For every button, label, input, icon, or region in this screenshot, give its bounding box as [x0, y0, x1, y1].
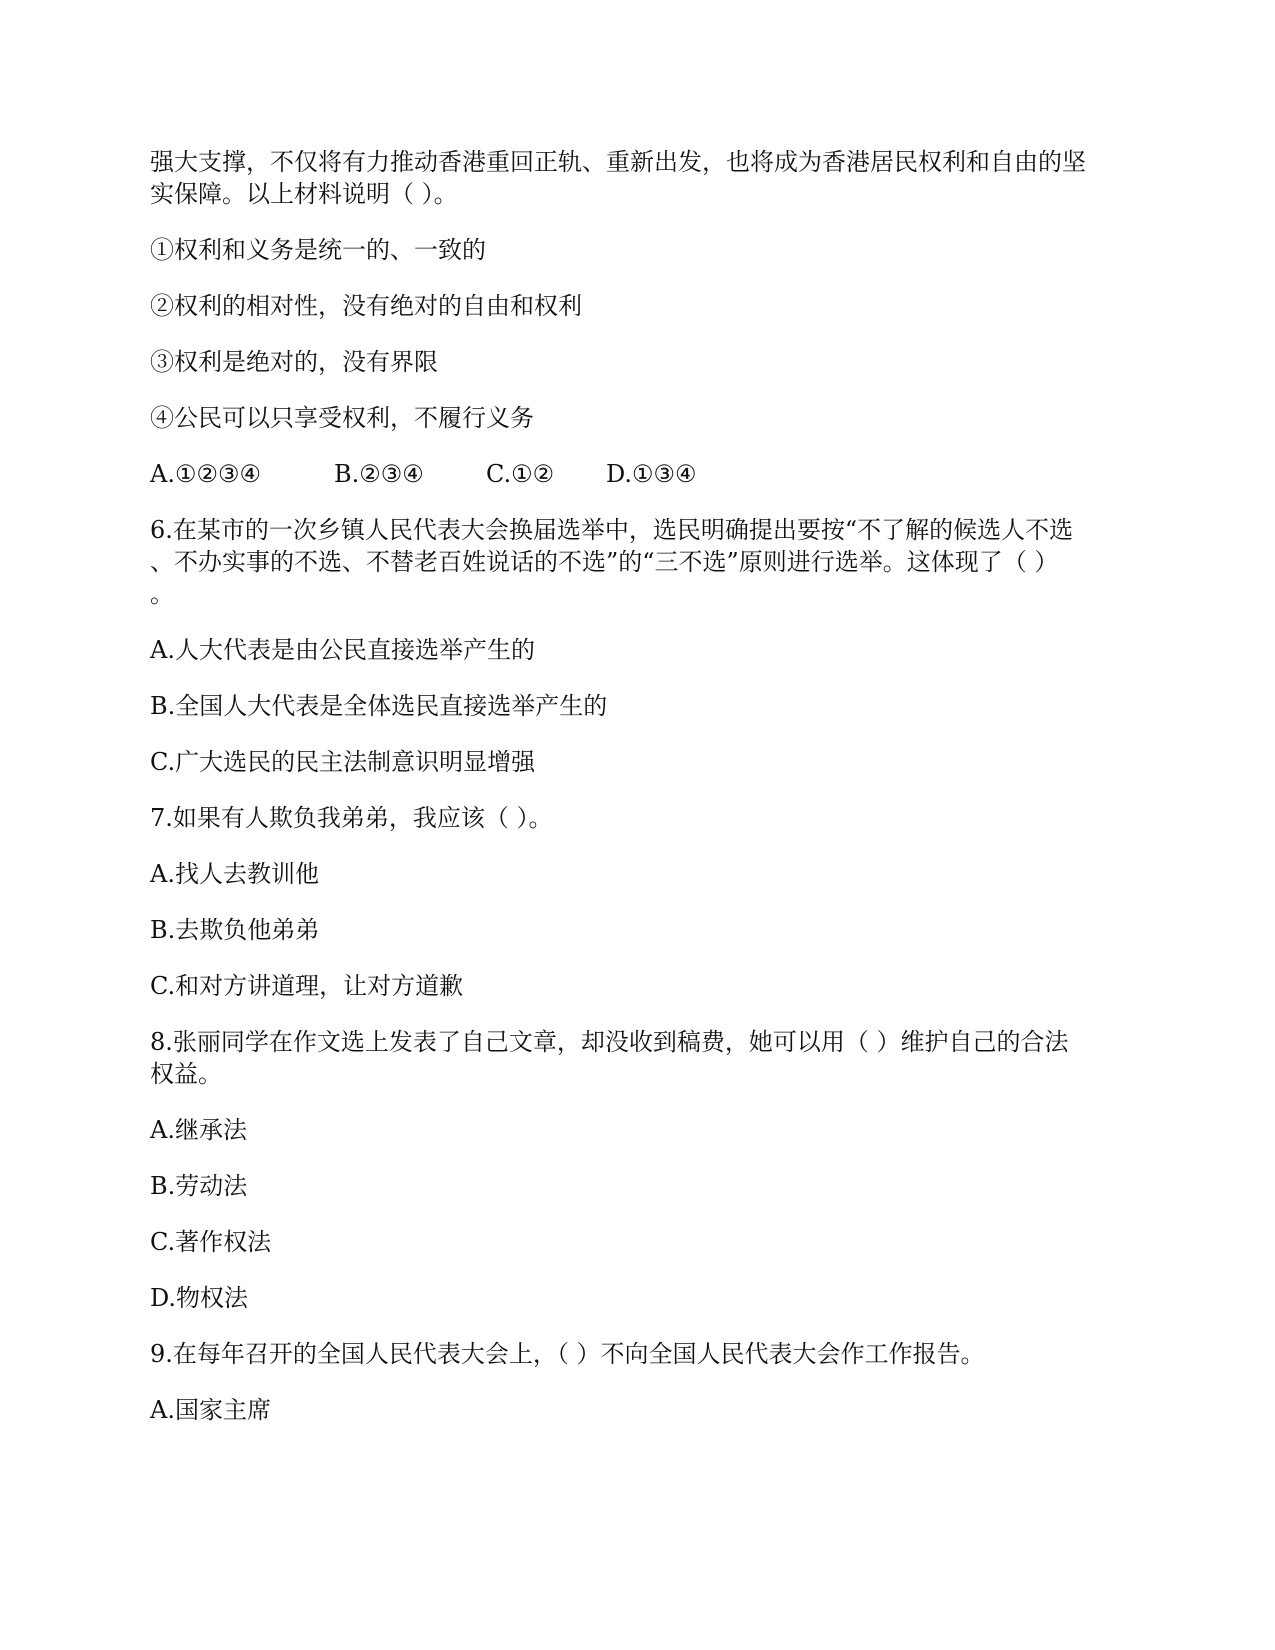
- question-6-stem-line-2: 、不办实事的不选、不替老百姓说话的不选”的“三不选”原则进行选举。这体现了（ ）: [150, 548, 1059, 576]
- option-c: C.广大选民的民主法制意识明显增强: [150, 748, 536, 776]
- option-a: A.继承法: [150, 1116, 247, 1144]
- statement-2: ②权利的相对性，没有绝对的自由和权利: [150, 292, 582, 320]
- question-8-stem-line-2: 权益。: [150, 1060, 222, 1088]
- option-b: B.全国人大代表是全体选民直接选举产生的: [150, 692, 608, 720]
- question-5-stem-line-1: 强大支撑，不仅将有力推动香港重回正轨、重新出发，也将成为香港居民权利和自由的坚: [150, 148, 1086, 176]
- option-d: D.①③④: [606, 460, 697, 488]
- question-6: [150, 514, 1130, 802]
- question-7: [150, 802, 1130, 1026]
- option-b: B.②③④: [334, 460, 424, 488]
- option-c: C.和对方讲道理，让对方道歉: [150, 972, 464, 1000]
- option-a: A.人大代表是由公民直接选举产生的: [150, 636, 535, 664]
- option-a: A.①②③④: [150, 460, 262, 488]
- question-8: [150, 1026, 1130, 1338]
- question-7-stem: 7.如果有人欺负我弟弟，我应该（ ）。: [150, 804, 553, 832]
- statement-1: ①权利和义务是统一的、一致的: [150, 236, 486, 264]
- question-5: [150, 146, 1130, 514]
- option-b: B.劳动法: [150, 1172, 248, 1200]
- statement-3: ③权利是绝对的，没有界限: [150, 348, 438, 376]
- question-5-options: [150, 458, 1130, 490]
- option-c: C.著作权法: [150, 1228, 272, 1256]
- option-a: A.找人去教训他: [150, 860, 319, 888]
- statement-4: ④公民可以只享受权利，不履行义务: [150, 404, 534, 432]
- question-6-stem-line-1: 6.在某市的一次乡镇人民代表大会换届选举中，选民明确提出要按“不了解的候选人不选: [150, 516, 1074, 544]
- question-9: [150, 1338, 1130, 1426]
- option-b: B.去欺负他弟弟: [150, 916, 320, 944]
- option-a: A.国家主席: [150, 1396, 271, 1424]
- question-5-stem-line-2: 实保障。以上材料说明（ ）。: [150, 180, 458, 208]
- option-d: D.物权法: [150, 1284, 249, 1312]
- question-content: [150, 146, 1130, 1426]
- option-c: C.①②: [486, 460, 555, 488]
- question-6-stem-line-3: 。: [150, 580, 174, 608]
- question-8-stem-line-1: 8.张丽同学在作文选上发表了自己文章，却没收到稿费，她可以用（ ）维护自己的合法: [150, 1028, 1069, 1056]
- question-9-stem: 9.在每年召开的全国人民代表大会上，（ ）不向全国人民代表大会作工作报告。: [150, 1340, 985, 1368]
